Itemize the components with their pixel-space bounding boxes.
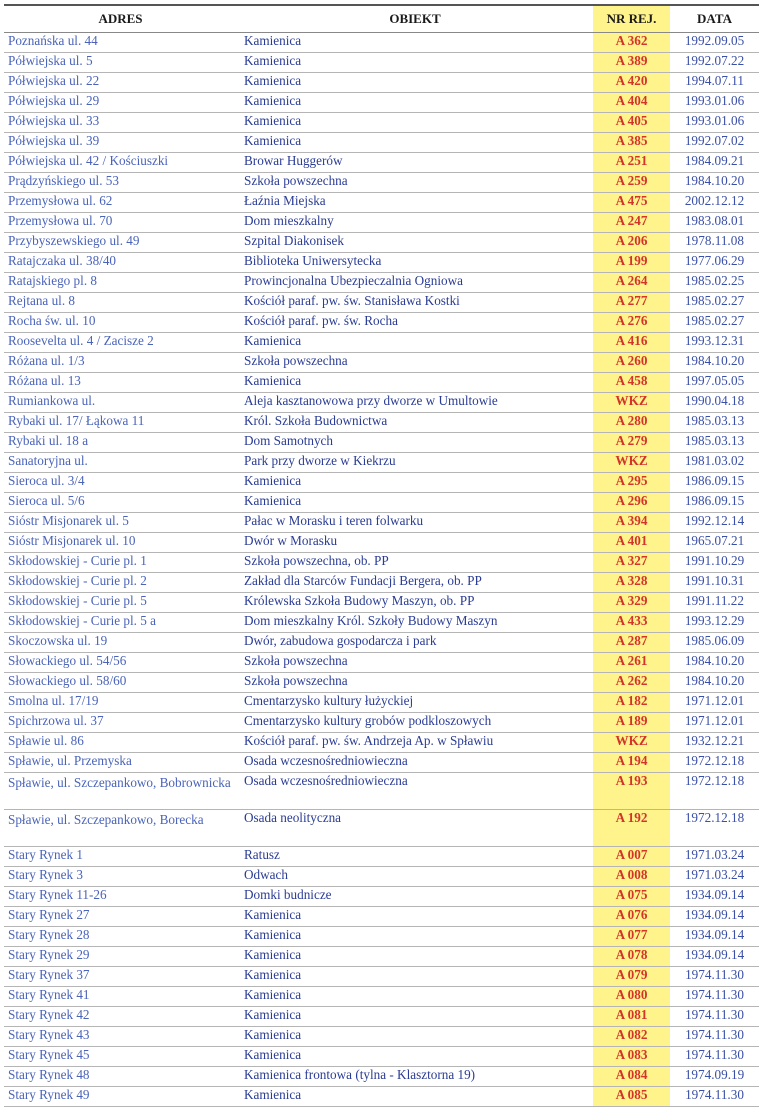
- table-row: [4, 413, 759, 433]
- address-cell: Słowackiego ul. 54/56: [4, 653, 237, 673]
- reg-no-cell: A 251: [593, 153, 670, 173]
- date-cell: 1971.03.24: [670, 867, 759, 887]
- date-cell: 1985.03.13: [670, 433, 759, 453]
- table-row: [4, 533, 759, 553]
- object-cell: Królewska Szkoła Budowy Maszyn, ob. PP: [237, 593, 593, 613]
- address-cell: Sióstr Misjonarek ul. 10: [4, 533, 237, 553]
- address-cell: Rocha św. ul. 10: [4, 313, 237, 333]
- object-cell: Kamienica: [237, 93, 593, 113]
- address-cell: Półwiejska ul. 33: [4, 113, 237, 133]
- table-header: [4, 5, 759, 33]
- reg-no-cell: A 192: [593, 810, 670, 847]
- address-cell: Sanatoryjna ul.: [4, 453, 237, 473]
- table-row: [4, 1087, 759, 1107]
- address-cell: Przemysłowa ul. 70: [4, 213, 237, 233]
- object-cell: Szkoła powszechna: [237, 653, 593, 673]
- date-cell: 1974.11.30: [670, 1087, 759, 1107]
- date-cell: 1993.12.31: [670, 333, 759, 353]
- date-cell: 1984.10.20: [670, 653, 759, 673]
- address-cell: Przemysłowa ul. 62: [4, 193, 237, 213]
- date-cell: 1992.09.05: [670, 33, 759, 53]
- table-row: [4, 987, 759, 1007]
- table-row: [4, 513, 759, 533]
- column-header-object: OBIEKT: [237, 5, 593, 33]
- table-row: [4, 453, 759, 473]
- date-cell: 1983.08.01: [670, 213, 759, 233]
- address-cell: Spławie ul. 86: [4, 733, 237, 753]
- object-cell: Kamienica frontowa (tylna - Klasztorna 19): [237, 1067, 593, 1087]
- table-row: [4, 573, 759, 593]
- address-cell: Prądzyńskiego ul. 53: [4, 173, 237, 193]
- date-cell: 1993.01.06: [670, 113, 759, 133]
- date-cell: 1932.12.21: [670, 733, 759, 753]
- date-cell: 1985.02.25: [670, 273, 759, 293]
- date-cell: 1971.03.24: [670, 847, 759, 867]
- object-cell: Browar Huggerów: [237, 153, 593, 173]
- reg-no-cell: A 083: [593, 1047, 670, 1067]
- reg-no-cell: A 075: [593, 887, 670, 907]
- table-row: [4, 333, 759, 353]
- object-cell: Szkoła powszechna: [237, 353, 593, 373]
- table-row: [4, 73, 759, 93]
- date-cell: 1974.09.19: [670, 1067, 759, 1087]
- reg-no-cell: A 080: [593, 987, 670, 1007]
- object-cell: Dom Samotnych: [237, 433, 593, 453]
- reg-no-cell: A 193: [593, 773, 670, 810]
- object-cell: Kamienica: [237, 493, 593, 513]
- table-row: [4, 887, 759, 907]
- object-cell: Biblioteka Uniwersytecka: [237, 253, 593, 273]
- table-row: [4, 93, 759, 113]
- object-cell: Dwór w Morasku: [237, 533, 593, 553]
- reg-no-cell: A 328: [593, 573, 670, 593]
- table-row: [4, 1067, 759, 1087]
- object-cell: Domki budnicze: [237, 887, 593, 907]
- date-cell: 1992.07.02: [670, 133, 759, 153]
- table-row: [4, 53, 759, 73]
- reg-no-cell: WKZ: [593, 393, 670, 413]
- object-cell: Dom mieszkalny: [237, 213, 593, 233]
- address-cell: Stary Rynek 29: [4, 947, 237, 967]
- address-cell: Sieroca ul. 3/4: [4, 473, 237, 493]
- date-cell: 1934.09.14: [670, 927, 759, 947]
- table-row: [4, 713, 759, 733]
- date-cell: 1990.04.18: [670, 393, 759, 413]
- date-cell: 1991.11.22: [670, 593, 759, 613]
- date-cell: 1965.07.21: [670, 533, 759, 553]
- table-row: [4, 233, 759, 253]
- table-row: [4, 213, 759, 233]
- object-cell: Kościół paraf. pw. św. Andrzeja Ap. w Spławiu: [237, 733, 593, 753]
- address-cell: Rejtana ul. 8: [4, 293, 237, 313]
- reg-no-cell: A 194: [593, 753, 670, 773]
- table-row: [4, 493, 759, 513]
- table-row: [4, 273, 759, 293]
- object-cell: Ratusz: [237, 847, 593, 867]
- address-cell: Półwiejska ul. 22: [4, 73, 237, 93]
- address-cell: Spichrzowa ul. 37: [4, 713, 237, 733]
- object-cell: Dom mieszkalny Król. Szkoły Budowy Maszyn: [237, 613, 593, 633]
- table-row: [4, 313, 759, 333]
- object-cell: Kamienica: [237, 1027, 593, 1047]
- table-row: [4, 193, 759, 213]
- object-cell: Aleja kasztanowowa przy dworze w Umultowie: [237, 393, 593, 413]
- table-body: [4, 33, 759, 1107]
- object-cell: Kamienica: [237, 987, 593, 1007]
- address-cell: Spławie, ul. Szczepankowo, Borecka: [4, 810, 237, 847]
- table-row: [4, 133, 759, 153]
- address-cell: Przybyszewskiego ul. 49: [4, 233, 237, 253]
- object-cell: Łaźnia Miejska: [237, 193, 593, 213]
- reg-no-cell: A 206: [593, 233, 670, 253]
- reg-no-cell: A 007: [593, 847, 670, 867]
- table-row: [4, 373, 759, 393]
- reg-no-cell: A 079: [593, 967, 670, 987]
- object-cell: Kamienica: [237, 1047, 593, 1067]
- table-row: [4, 113, 759, 133]
- address-cell: Różana ul. 13: [4, 373, 237, 393]
- date-cell: 1971.12.01: [670, 693, 759, 713]
- table-row: [4, 353, 759, 373]
- date-cell: 1985.03.13: [670, 413, 759, 433]
- address-cell: Spławie, ul. Przemyska: [4, 753, 237, 773]
- object-cell: Kościół paraf. pw. św. Rocha: [237, 313, 593, 333]
- object-cell: Kamienica: [237, 967, 593, 987]
- table-row: [4, 907, 759, 927]
- reg-no-cell: A 189: [593, 713, 670, 733]
- address-cell: Stary Rynek 28: [4, 927, 237, 947]
- address-cell: Półwiejska ul. 5: [4, 53, 237, 73]
- object-cell: Kamienica: [237, 907, 593, 927]
- date-cell: 1972.12.18: [670, 753, 759, 773]
- table-row: [4, 173, 759, 193]
- reg-no-cell: A 433: [593, 613, 670, 633]
- reg-no-cell: A 327: [593, 553, 670, 573]
- date-cell: 1974.11.30: [670, 1007, 759, 1027]
- reg-no-cell: A 458: [593, 373, 670, 393]
- object-cell: Szkoła powszechna: [237, 673, 593, 693]
- object-cell: Osada wczesnośredniowieczna: [237, 753, 593, 773]
- object-cell: Kościół paraf. pw. św. Stanisława Kostki: [237, 293, 593, 313]
- reg-no-cell: A 076: [593, 907, 670, 927]
- date-cell: 1994.07.11: [670, 73, 759, 93]
- address-cell: Rumiankowa ul.: [4, 393, 237, 413]
- object-cell: Szkoła powszechna: [237, 173, 593, 193]
- address-cell: Ratajskiego pl. 8: [4, 273, 237, 293]
- address-cell: Stary Rynek 11-26: [4, 887, 237, 907]
- date-cell: 1934.09.14: [670, 947, 759, 967]
- table-row: [4, 810, 759, 847]
- date-cell: 1978.11.08: [670, 233, 759, 253]
- reg-no-cell: A 401: [593, 533, 670, 553]
- date-cell: 1984.10.20: [670, 673, 759, 693]
- reg-no-cell: A 277: [593, 293, 670, 313]
- address-cell: Różana ul. 1/3: [4, 353, 237, 373]
- table-row: [4, 593, 759, 613]
- object-cell: Odwach: [237, 867, 593, 887]
- address-cell: Sióstr Misjonarek ul. 5: [4, 513, 237, 533]
- table-row: [4, 847, 759, 867]
- address-cell: Stary Rynek 42: [4, 1007, 237, 1027]
- reg-no-cell: A 296: [593, 493, 670, 513]
- reg-no-cell: A 394: [593, 513, 670, 533]
- table-row: [4, 693, 759, 713]
- table-row: [4, 253, 759, 273]
- date-cell: 1997.05.05: [670, 373, 759, 393]
- address-cell: Skłodowskiej - Curie pl. 5: [4, 593, 237, 613]
- date-cell: 1934.09.14: [670, 887, 759, 907]
- reg-no-cell: A 280: [593, 413, 670, 433]
- date-cell: 1977.06.29: [670, 253, 759, 273]
- date-cell: 1971.12.01: [670, 713, 759, 733]
- object-cell: Kamienica: [237, 947, 593, 967]
- object-cell: Cmentarzysko kultury łużyckiej: [237, 693, 593, 713]
- column-header-date: DATA: [670, 5, 759, 33]
- date-cell: 1972.12.18: [670, 810, 759, 847]
- address-cell: Słowackiego ul. 58/60: [4, 673, 237, 693]
- object-cell: Kamienica: [237, 1007, 593, 1027]
- reg-no-cell: A 389: [593, 53, 670, 73]
- table-row: [4, 867, 759, 887]
- address-cell: Poznańska ul. 44: [4, 33, 237, 53]
- table-row: [4, 613, 759, 633]
- address-cell: Rybaki ul. 17/ Łąkowa 11: [4, 413, 237, 433]
- address-cell: Roosevelta ul. 4 / Zacisze 2: [4, 333, 237, 353]
- address-cell: Sieroca ul. 5/6: [4, 493, 237, 513]
- address-cell: Ratajczaka ul. 38/40: [4, 253, 237, 273]
- address-cell: Stary Rynek 27: [4, 907, 237, 927]
- reg-no-cell: A 260: [593, 353, 670, 373]
- table-row: [4, 1047, 759, 1067]
- table-row: [4, 947, 759, 967]
- address-cell: Półwiejska ul. 39: [4, 133, 237, 153]
- reg-no-cell: A 247: [593, 213, 670, 233]
- address-cell: Smolna ul. 17/19: [4, 693, 237, 713]
- object-cell: Osada wczesnośredniowieczna: [237, 773, 593, 810]
- reg-no-cell: A 008: [593, 867, 670, 887]
- address-cell: Stary Rynek 49: [4, 1087, 237, 1107]
- reg-no-cell: A 085: [593, 1087, 670, 1107]
- object-cell: Cmentarzysko kultury grobów podkloszowych: [237, 713, 593, 733]
- date-cell: 1991.10.31: [670, 573, 759, 593]
- reg-no-cell: A 405: [593, 113, 670, 133]
- address-cell: Skoczowska ul. 19: [4, 633, 237, 653]
- date-cell: 1993.01.06: [670, 93, 759, 113]
- date-cell: 1981.03.02: [670, 453, 759, 473]
- date-cell: 1986.09.15: [670, 493, 759, 513]
- address-cell: Stary Rynek 48: [4, 1067, 237, 1087]
- address-cell: Stary Rynek 45: [4, 1047, 237, 1067]
- date-cell: 1972.12.18: [670, 773, 759, 810]
- date-cell: 1934.09.14: [670, 907, 759, 927]
- date-cell: 1974.11.30: [670, 1047, 759, 1067]
- object-cell: Kamienica: [237, 1087, 593, 1107]
- reg-no-cell: A 404: [593, 93, 670, 113]
- date-cell: 1984.10.20: [670, 353, 759, 373]
- date-cell: 1974.11.30: [670, 967, 759, 987]
- object-cell: Kamienica: [237, 333, 593, 353]
- table-row: [4, 773, 759, 810]
- address-cell: Skłodowskiej - Curie pl. 1: [4, 553, 237, 573]
- object-cell: Kamienica: [237, 33, 593, 53]
- heritage-register-sheet: [4, 4, 759, 1107]
- reg-no-cell: A 420: [593, 73, 670, 93]
- reg-no-cell: A 259: [593, 173, 670, 193]
- date-cell: 1984.10.20: [670, 173, 759, 193]
- table-row: [4, 1027, 759, 1047]
- reg-no-cell: A 182: [593, 693, 670, 713]
- reg-no-cell: A 078: [593, 947, 670, 967]
- reg-no-cell: A 081: [593, 1007, 670, 1027]
- object-cell: Szkoła powszechna, ob. PP: [237, 553, 593, 573]
- date-cell: 1974.11.30: [670, 987, 759, 1007]
- table-row: [4, 153, 759, 173]
- object-cell: Kamienica: [237, 113, 593, 133]
- table-row: [4, 393, 759, 413]
- address-cell: Stary Rynek 1: [4, 847, 237, 867]
- address-cell: Półwiejska ul. 42 / Kościuszki: [4, 153, 237, 173]
- header-row: [4, 5, 759, 33]
- reg-no-cell: A 385: [593, 133, 670, 153]
- address-cell: Skłodowskiej - Curie pl. 5 a: [4, 613, 237, 633]
- object-cell: Kamienica: [237, 927, 593, 947]
- reg-no-cell: WKZ: [593, 733, 670, 753]
- reg-no-cell: A 261: [593, 653, 670, 673]
- table-row: [4, 673, 759, 693]
- reg-no-cell: A 276: [593, 313, 670, 333]
- reg-no-cell: A 362: [593, 33, 670, 53]
- reg-no-cell: A 295: [593, 473, 670, 493]
- reg-no-cell: A 264: [593, 273, 670, 293]
- address-cell: Stary Rynek 3: [4, 867, 237, 887]
- object-cell: Zakład dla Starców Fundacji Bergera, ob. PP: [237, 573, 593, 593]
- object-cell: Kamienica: [237, 473, 593, 493]
- date-cell: 1985.06.09: [670, 633, 759, 653]
- heritage-register-table: [4, 4, 759, 1107]
- date-cell: 1992.07.22: [670, 53, 759, 73]
- table-row: [4, 473, 759, 493]
- object-cell: Kamienica: [237, 73, 593, 93]
- object-cell: Prowincjonalna Ubezpieczalnia Ogniowa: [237, 273, 593, 293]
- table-row: [4, 753, 759, 773]
- reg-no-cell: WKZ: [593, 453, 670, 473]
- date-cell: 1985.02.27: [670, 293, 759, 313]
- object-cell: Dwór, zabudowa gospodarcza i park: [237, 633, 593, 653]
- table-row: [4, 33, 759, 53]
- object-cell: Szpital Diakonisek: [237, 233, 593, 253]
- address-cell: Stary Rynek 43: [4, 1027, 237, 1047]
- address-cell: Rybaki ul. 18 a: [4, 433, 237, 453]
- object-cell: Kamienica: [237, 53, 593, 73]
- reg-no-cell: A 082: [593, 1027, 670, 1047]
- date-cell: 1986.09.15: [670, 473, 759, 493]
- table-row: [4, 433, 759, 453]
- column-header-reg-no: NR REJ.: [593, 5, 670, 33]
- date-cell: 1974.11.30: [670, 1027, 759, 1047]
- object-cell: Osada neolityczna: [237, 810, 593, 847]
- table-row: [4, 293, 759, 313]
- address-cell: Stary Rynek 37: [4, 967, 237, 987]
- address-cell: Półwiejska ul. 29: [4, 93, 237, 113]
- reg-no-cell: A 287: [593, 633, 670, 653]
- reg-no-cell: A 084: [593, 1067, 670, 1087]
- object-cell: Kamienica: [237, 133, 593, 153]
- reg-no-cell: A 199: [593, 253, 670, 273]
- reg-no-cell: A 077: [593, 927, 670, 947]
- table-row: [4, 967, 759, 987]
- date-cell: 1984.09.21: [670, 153, 759, 173]
- object-cell: Park przy dworze w Kiekrzu: [237, 453, 593, 473]
- date-cell: 1992.12.14: [670, 513, 759, 533]
- reg-no-cell: A 416: [593, 333, 670, 353]
- reg-no-cell: A 329: [593, 593, 670, 613]
- date-cell: 1993.12.29: [670, 613, 759, 633]
- table-row: [4, 553, 759, 573]
- table-row: [4, 653, 759, 673]
- address-cell: Spławie, ul. Szczepankowo, Bobrownicka: [4, 773, 237, 810]
- date-cell: 1985.02.27: [670, 313, 759, 333]
- date-cell: 2002.12.12: [670, 193, 759, 213]
- table-row: [4, 927, 759, 947]
- object-cell: Kamienica: [237, 373, 593, 393]
- table-row: [4, 633, 759, 653]
- reg-no-cell: A 475: [593, 193, 670, 213]
- address-cell: Stary Rynek 41: [4, 987, 237, 1007]
- table-row: [4, 733, 759, 753]
- address-cell: Skłodowskiej - Curie pl. 2: [4, 573, 237, 593]
- table-row: [4, 1007, 759, 1027]
- date-cell: 1991.10.29: [670, 553, 759, 573]
- object-cell: Pałac w Morasku i teren folwarku: [237, 513, 593, 533]
- reg-no-cell: A 262: [593, 673, 670, 693]
- object-cell: Król. Szkoła Budownictwa: [237, 413, 593, 433]
- column-header-address: ADRES: [4, 5, 237, 33]
- reg-no-cell: A 279: [593, 433, 670, 453]
